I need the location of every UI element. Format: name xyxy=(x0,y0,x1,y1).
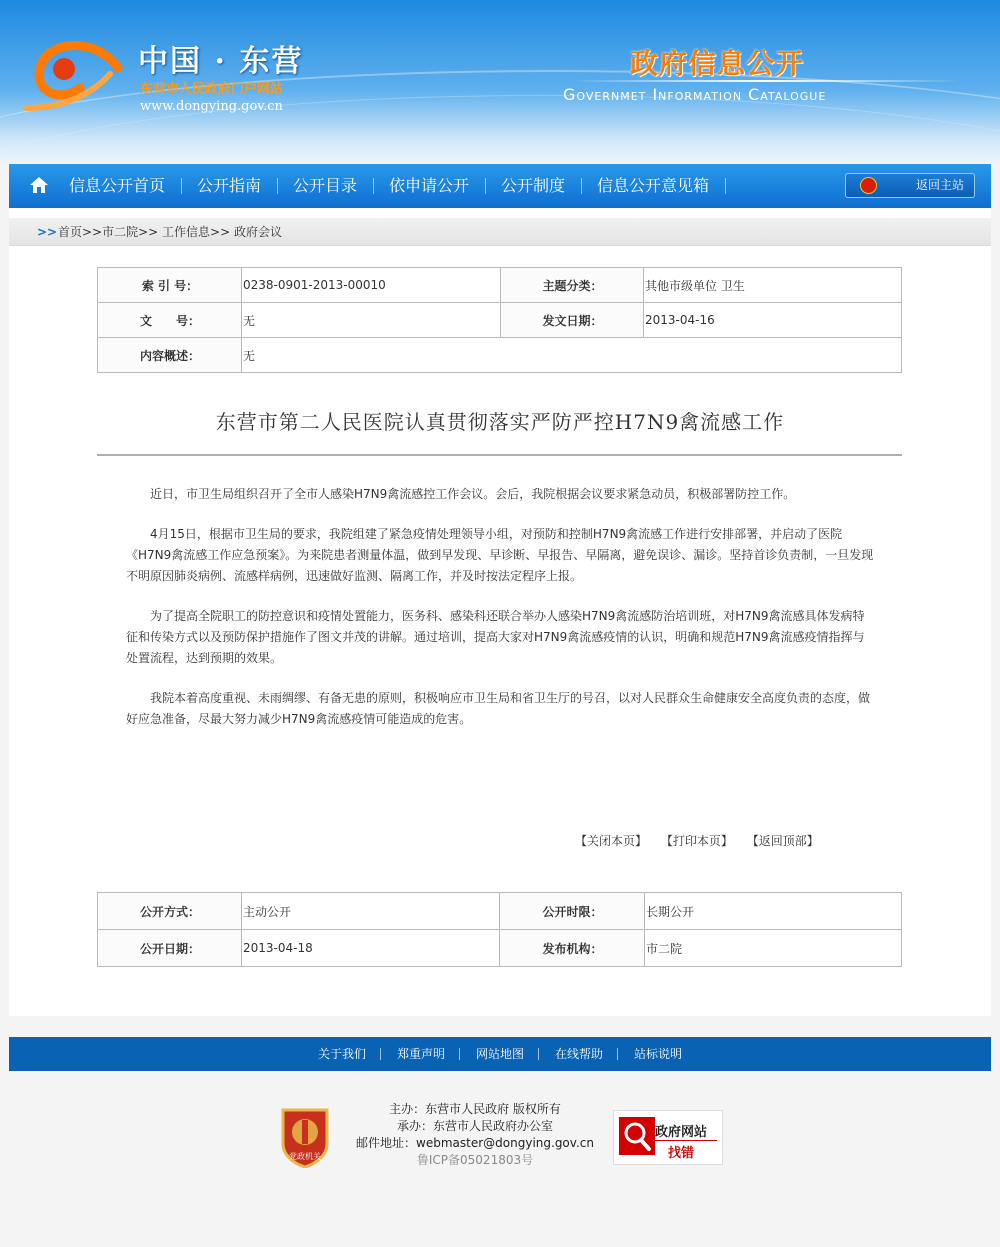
category-value: 其他市级单位 卫生 xyxy=(644,268,902,303)
report-error-title: 政府网站 xyxy=(655,1125,708,1140)
footer-host: 主办：东营市人民政府 版权所有 xyxy=(389,1102,561,1116)
breadcrumb-trail[interactable]: 首页>>市二院>> 工作信息>> 政府会议 xyxy=(58,225,282,239)
publication-meta-table xyxy=(97,892,902,967)
nav-separator xyxy=(581,178,582,194)
party-gov-badge-icon[interactable] xyxy=(279,1104,331,1168)
issuer-label: 发布机构： xyxy=(500,930,645,967)
nav-item-catalog[interactable]: 公开目录 xyxy=(293,176,358,195)
footer-info xyxy=(340,1101,610,1169)
index-number-label: 索 引 号： xyxy=(98,268,242,303)
nav-item-guide[interactable]: 公开指南 xyxy=(197,176,262,195)
footer-organizer: 承办：东营市人民政府办公室 xyxy=(396,1119,553,1133)
publish-period-value: 长期公开 xyxy=(645,893,902,930)
title-divider xyxy=(97,454,902,456)
report-error-label: 找错 xyxy=(668,1146,695,1161)
footer-link-sitemap[interactable]: 网站地图 xyxy=(476,1047,525,1061)
doc-number-value: 无 xyxy=(242,303,501,338)
nav-separator xyxy=(181,178,182,194)
publish-date-label: 公开日期： xyxy=(98,930,242,967)
category-label: 主题分类： xyxy=(501,268,644,303)
magnifier-icon xyxy=(619,1117,655,1155)
report-error-rule xyxy=(655,1140,717,1141)
site-url: www.dongying.gov.cn xyxy=(140,99,283,114)
nav-separator xyxy=(725,178,726,194)
issue-date-value: 2013-04-16 xyxy=(644,303,902,338)
publish-date-value: 2013-04-18 xyxy=(242,930,500,967)
index-number-value: 0238-0901-2013-00010 xyxy=(242,268,501,303)
article-paragraph: 近日，市卫生局组织召开了全市人感染H7N9禽流感控工作会议。会后，我院根据会议要求紧急动员，积极部署防控工作。 xyxy=(150,487,796,501)
close-page-link[interactable]: 【关闭本页】 xyxy=(575,834,648,848)
footer-link-logo-info[interactable]: 站标说明 xyxy=(634,1047,683,1061)
site-header xyxy=(0,0,1000,164)
footer-separator xyxy=(459,1048,460,1060)
home-icon[interactable] xyxy=(29,176,49,194)
article-paragraph: 4月15日，根据市卫生局的要求，我院组建了紧急疫情处理领导小组，对预防和控制H7N9禽流感工作进行安排部署，并启动了医院《H7N9禽流感工作应急预案》。为来院患者测量体温，做到早发现、早诊断、早报告、早隔离，避免误诊、漏诊。坚持首诊负责制，一旦发现不明原因肺炎病例、流感样病例，迅速做好监测、隔离工作，并及时按法定程序上报。 xyxy=(126,527,874,583)
nav-item-on-request[interactable]: 依申请公开 xyxy=(389,176,470,195)
publish-period-label: 公开时限： xyxy=(500,893,645,930)
publish-method-label: 公开方式： xyxy=(98,893,242,930)
content-panel xyxy=(9,208,991,1016)
back-to-top-link[interactable]: 【返回顶部】 xyxy=(746,834,819,848)
nav-separator xyxy=(485,178,486,194)
site-name: 中国 · 东营 xyxy=(138,44,304,79)
back-to-main-button[interactable] xyxy=(845,173,975,198)
main-nav xyxy=(9,164,991,208)
footer-separator xyxy=(380,1048,381,1060)
publish-method-value: 主动公开 xyxy=(242,893,500,930)
footer-link-help[interactable]: 在线帮助 xyxy=(555,1047,604,1061)
print-page-link[interactable]: 【打印本页】 xyxy=(660,834,733,848)
nav-separator xyxy=(277,178,278,194)
footer-separator xyxy=(538,1048,539,1060)
dongying-logo-icon[interactable] xyxy=(18,38,128,114)
article-paragraph: 为了提高全院职工的防控意识和疫情处置能力，医务科、感染科还联合举办人感染H7N9禽流感防治培训班，对H7N9禽流感具体发病特征和传染方式以及预防保护措施作了图文并茂的讲解。通过培训，提高大家对H7N9禽流感疫情的认识，明确和规范H7N9禽流感疫情指挥与处置流程，达到预期的效果。 xyxy=(126,609,865,665)
section-title-en: Governmet Information Catalogue xyxy=(563,85,827,104)
nav-separator xyxy=(373,178,374,194)
section-divider xyxy=(570,80,960,82)
party-gov-badge-text: 党政机关 xyxy=(289,1152,321,1161)
section-title: 政府信息公开 xyxy=(630,47,805,80)
report-error-badge[interactable] xyxy=(613,1110,723,1165)
footer-separator xyxy=(617,1048,618,1060)
document-meta-table xyxy=(97,267,902,373)
nav-item-feedback[interactable]: 信息公开意见箱 xyxy=(597,176,710,195)
article-paragraph: 我院本着高度重视、未雨绸缪、有备无患的原则，积极响应市卫生局和省卫生厅的号召，以对人民群众生命健康安全高度负责的态度，做好应急准备，尽最大努力减少H7N9禽流感疫情可能造成的危害。 xyxy=(126,691,871,726)
footer-icp[interactable]: 鲁ICP备05021803号 xyxy=(416,1153,534,1167)
national-emblem-icon xyxy=(860,177,877,194)
footer-email[interactable]: 邮件地址：webmaster@dongying.gov.cn xyxy=(356,1136,594,1150)
footer-link-statement[interactable]: 郑重声明 xyxy=(397,1047,446,1061)
breadcrumb-arrow-icon: >> xyxy=(37,225,58,239)
nav-item-info-home[interactable]: 信息公开首页 xyxy=(69,176,166,195)
issuer-value: 市二院 xyxy=(645,930,902,967)
article-body xyxy=(126,484,874,749)
issue-date-label: 发文日期： xyxy=(501,303,644,338)
breadcrumb xyxy=(9,218,991,246)
doc-number-label: 文 号： xyxy=(98,303,242,338)
footer-link-about[interactable]: 关于我们 xyxy=(318,1047,367,1061)
page-actions xyxy=(575,832,825,849)
summary-value: 无 xyxy=(242,338,902,373)
footer-nav xyxy=(9,1037,991,1071)
site-subtitle: 东营市人民政府门户网站 xyxy=(140,82,284,97)
nav-item-system[interactable]: 公开制度 xyxy=(501,176,566,195)
article-title: 东营市第二人民医院认真贯彻落实严防严控H7N9禽流感工作 xyxy=(215,410,785,434)
summary-label: 内容概述： xyxy=(98,338,242,373)
back-to-main-label: 返回主站 xyxy=(916,178,965,192)
